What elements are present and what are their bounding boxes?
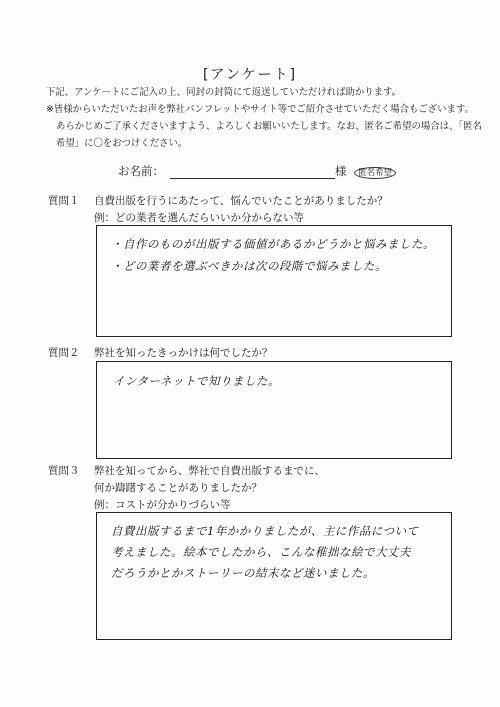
question-3-text: 弊社を知ってから、弊社で自費出版するまでに、 [94, 465, 325, 477]
question-3-example: 例：コストが分かりづらい等 [94, 499, 231, 511]
name-blank-line[interactable] [170, 166, 335, 179]
question-2-number: 質問２ [48, 347, 80, 359]
question-1-number: 質問１ [48, 195, 80, 207]
answer-3-line-2: 考えました。絵本でしたから、こんな稚拙な絵で大丈夫 [111, 545, 411, 559]
answer-3-line-1: 自費出版するまで1年かかりましたが、主に作品について [111, 524, 419, 538]
survey-title: [アンケート] [202, 67, 298, 83]
name-field-row [118, 163, 396, 179]
question-2-text: 弊社を知ったきっかけは何でしたか？ [94, 347, 273, 359]
answer-1-line-2: ・どの業者を選ぶべきかは次の段階で悩みました。 [111, 259, 387, 273]
name-label: お名前： [118, 164, 164, 178]
question-1-text: 自費出版を行うにあたって、悩んでいたことがありましたか？ [94, 195, 388, 207]
question-3-number: 質問３ [48, 465, 80, 477]
intro-line-1: 下記、アンケートにご記入の上、同封の封筒にて返送していただければ助かります。 [46, 87, 401, 98]
answer-box-1[interactable] [96, 225, 452, 337]
intro-line-3: あらかじめご了承くださいますよう、よろしくお願いいたします。なお、匿名ご希望の場合は、「匿名 [56, 121, 482, 132]
intro-line-4: 希望」に〇をおつけください。 [56, 138, 188, 149]
intro-line-2: ※皆様からいただいたお声を弊社パンフレットやサイト等でご紹介させていただく場合もございます。 [46, 104, 474, 115]
answer-box-3[interactable] [96, 512, 452, 640]
question-1-example: 例：どの業者を選んだらいいか分からない等 [94, 212, 304, 224]
intro-text [46, 84, 482, 152]
answer-3-line-3: だろうかとかストーリーの結末など迷いました。 [111, 566, 375, 580]
name-suffix: 様 [335, 164, 347, 178]
question-3-text-2: 何か躊躇することがありましたか？ [94, 482, 262, 494]
answer-box-2[interactable] [96, 361, 452, 459]
answer-2-line-1: インターネットで知りました。 [113, 374, 280, 388]
answer-1-line-1: ・自作のものが出版する価値があるかどうかと悩みました。 [111, 237, 435, 251]
anonymous-option[interactable]: 匿名希望 [354, 167, 396, 179]
